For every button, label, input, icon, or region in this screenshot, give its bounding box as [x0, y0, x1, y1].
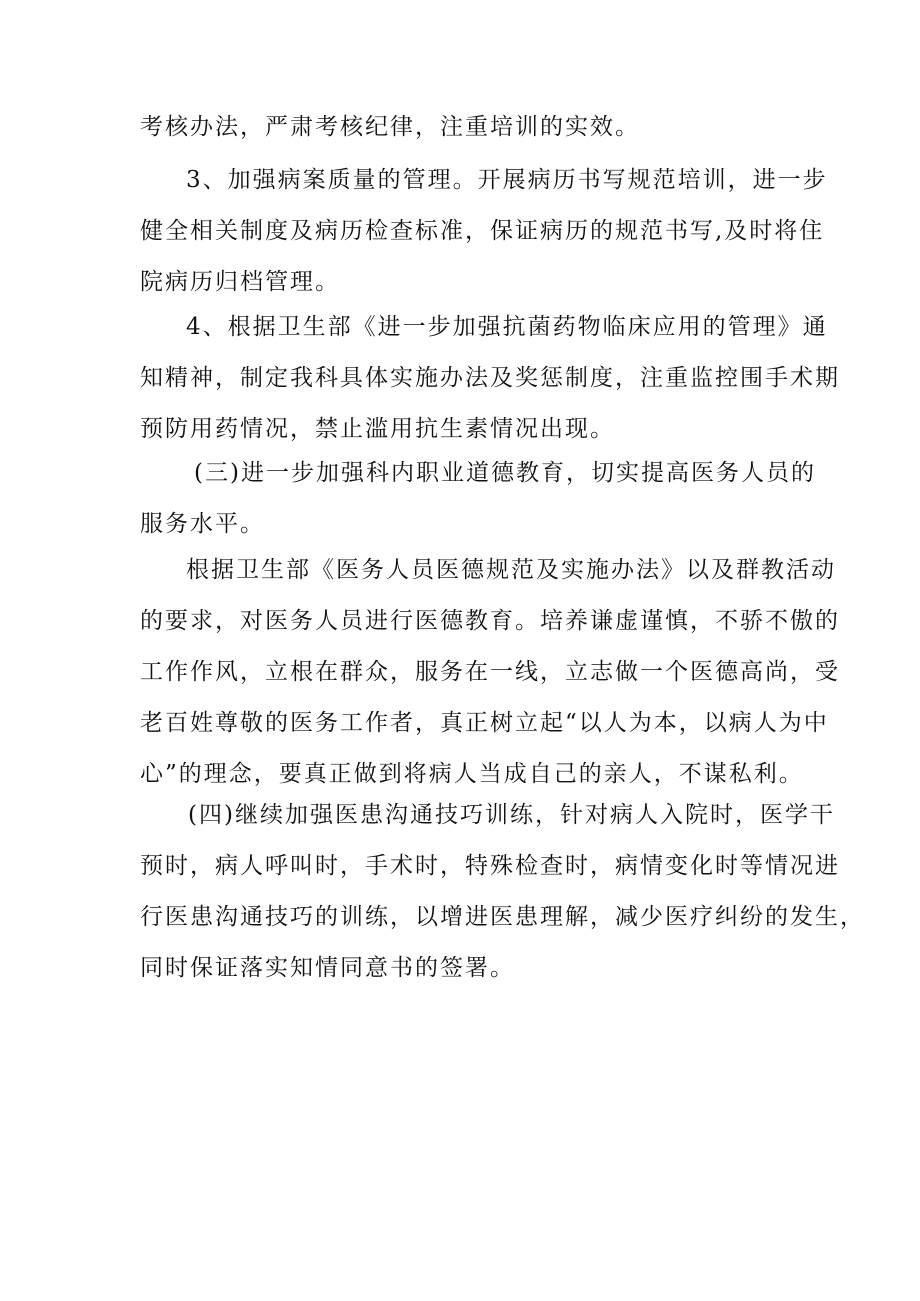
text-line: 3、加强病案质量的管理。开展病历书写规范培训，进一步	[186, 167, 828, 193]
text-line: 的要求，对医务人员进行医德教育。培养谦虚谨慎，不骄不傲的	[140, 608, 840, 634]
text-line: 预防用药情况，禁止滥用抗生素情况出现。	[140, 416, 615, 442]
paragraph-case-quality	[140, 155, 828, 308]
text-line: 知精神，制定我科具体实施办法及奖惩制度，注重监控围手术期	[140, 365, 840, 391]
text-line: 行医患沟通技巧的训练，以增进医患理解，减少医疗纠纷的发生，	[140, 904, 865, 930]
text-line: 考核办法，严肃考核纪律，注重培训的实效。	[140, 114, 640, 140]
text-line: 根据卫生部《医务人员医德规范及实施办法》以及群教活动	[186, 557, 836, 583]
text-line: (三)进一步加强科内职业道德教育，切实提高医务人员的	[194, 460, 816, 486]
text-line: (四)继续加强医患沟通技巧训练，针对病人入院时，医学干	[188, 802, 835, 828]
text-line: 院病历归档管理。	[140, 269, 340, 295]
text-line: 老百姓尊敬的医务工作者，真正树立起“以人为本，以病人为中	[140, 710, 829, 736]
paragraph-ethics-body	[140, 545, 840, 800]
text-line: 预时，病人呼叫时，手术时，特殊检查时，病情变化时等情况进	[140, 853, 840, 879]
paragraph-assessment	[140, 102, 780, 153]
text-line: 服务水平。	[140, 511, 265, 537]
paragraph-communication	[140, 790, 865, 994]
text-line: 4、根据卫生部《进一步加强抗菌药物临床应用的管理》通	[186, 314, 828, 340]
text-line: 心”的理念，要真正做到将病人当成自己的亲人，不谋私利。	[140, 761, 804, 787]
paragraph-ethics-heading	[140, 448, 816, 550]
text-line: 工作作风，立根在群众，服务在一线，立志做一个医德高尚，受	[140, 659, 840, 685]
text-line: 同时保证落实知情同意书的签署。	[140, 955, 515, 981]
paragraph-antibiotics	[140, 302, 840, 455]
text-line: 健全相关制度及病历检查标准，保证病历的规范书写,及时将住	[140, 218, 825, 244]
